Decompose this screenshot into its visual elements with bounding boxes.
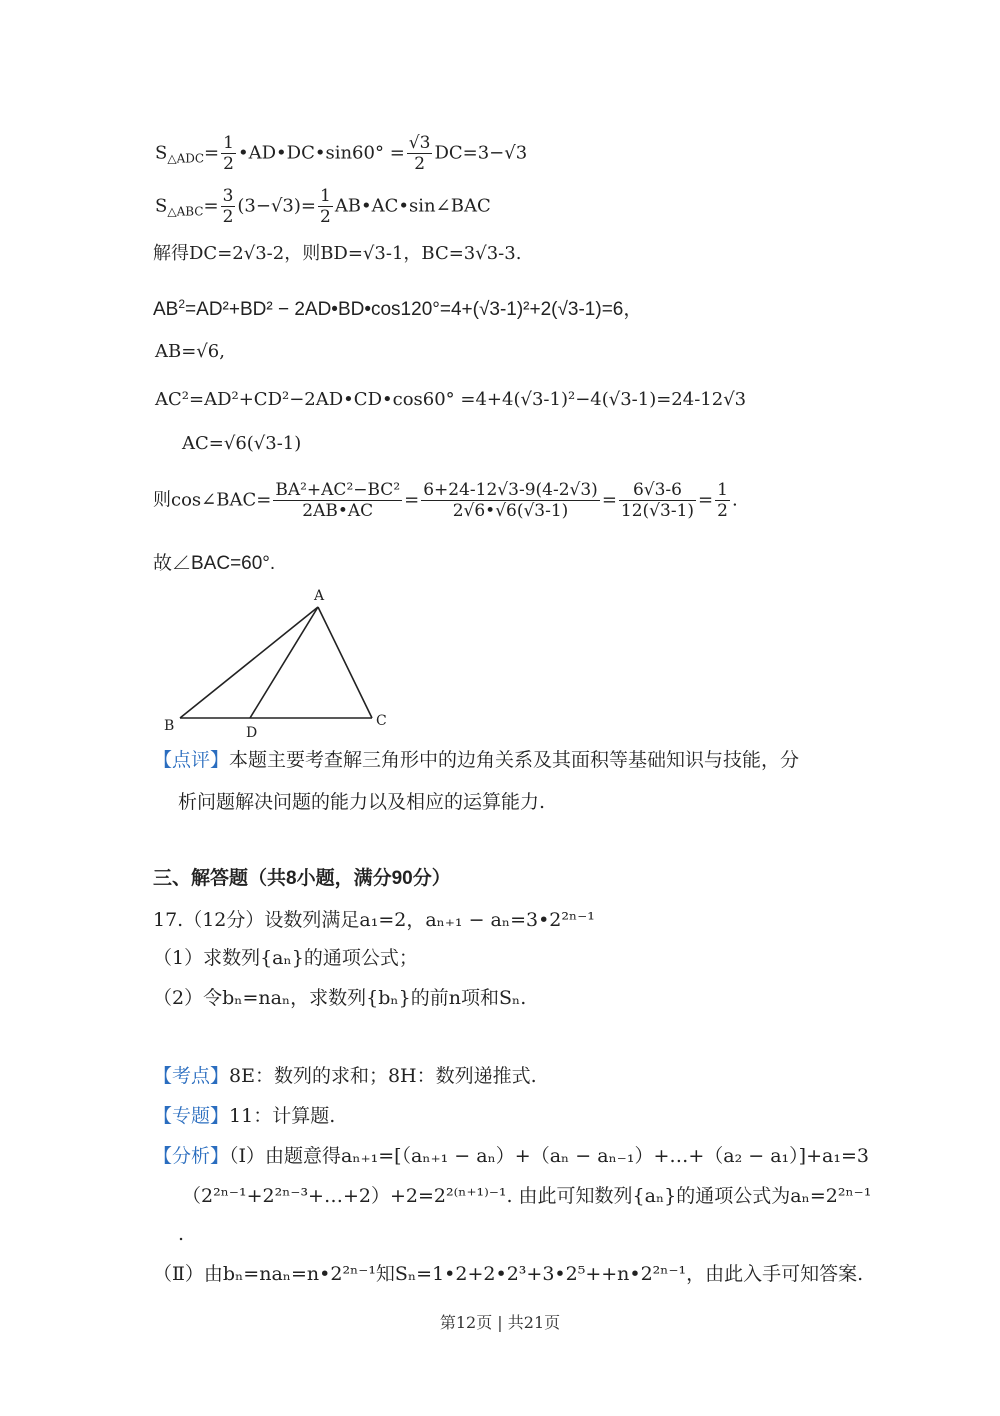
problem-17-part-2: （2）令bₙ=naₙ，求数列{bₙ}的前n项和Sₙ. xyxy=(153,987,527,1009)
fenxi-line-1: 【分析】（Ⅰ）由题意得aₙ₊₁=[（aₙ₊₁ − aₙ）+（aₙ − aₙ₋₁）+…+（a₂ − a₁）]+a₁=3 xyxy=(153,1145,869,1167)
segment-ad xyxy=(250,607,318,718)
ac-value-line: AC=√6(√3-1) xyxy=(182,433,302,454)
ac-squared-line: AC²=AD²+CD²−2AD•CD•cos60° =4+4(√3-1)²−4(√3-1)=24-12√3 xyxy=(155,389,747,410)
section-title: 三、解答题（共8小题，满分90分） xyxy=(153,868,451,889)
zhuanti-line: 【专题】11：计算题. xyxy=(153,1105,336,1127)
kaodian-tag: 【考点】 xyxy=(153,1065,230,1087)
s-adc-formula: $S_{\triangle ADC}=$ $\frac{1}{2}$ •AD•DC•sin60° = $\frac{√3}{2}$ DC=3−√3 xyxy=(155,133,528,174)
solve-dc-line: 解得DC=2√3-2，则BD=√3-1，BC=3√3-3. xyxy=(153,243,522,264)
triangle-figure xyxy=(150,580,410,745)
side-ab xyxy=(180,607,318,718)
ab-value-line: AB=√6, xyxy=(155,341,225,362)
problem-17-stem: 17.（12分）设数列满足a₁=2，aₙ₊₁ − aₙ=3•2²ⁿ⁻¹ xyxy=(153,909,595,931)
zhuanti-tag: 【专题】 xyxy=(153,1105,230,1127)
fenxi-line-4: （Ⅱ）由bₙ=naₙ=n•2²ⁿ⁻¹知Sₙ=1•2+2•2³+3•2⁵++n•2²ⁿ⁻¹，由此入手可知答案. xyxy=(153,1263,864,1285)
fenxi-tag: 【分析】 xyxy=(153,1145,230,1167)
vertex-label-b: B xyxy=(164,718,175,734)
vertex-label-a: A xyxy=(314,588,325,604)
s-abc-formula: $S_{\triangle ABC}=$ $\frac{3}{2}$ (3−√3)= $\frac{1}{2}$ AB•AC•sin∠BAC xyxy=(155,186,491,227)
comment-line-1: 【点评】本题主要考查解三角形中的边角关系及其面积等基础知识与技能，分 xyxy=(153,749,800,771)
page-footer: 第12页 | 共21页 xyxy=(439,1313,561,1332)
comment-line-2: 析问题解决问题的能力以及相应的运算能力. xyxy=(178,791,546,813)
kaodian-line: 【考点】8E：数列的求和；8H：数列递推式. xyxy=(153,1065,537,1087)
comment-tag: 【点评】 xyxy=(153,749,230,771)
cos-bac-formula: 则cos∠BAC= $\frac{\text{BA²+AC²−BC²}}{2AB•AC}$ = $\frac{6+24-12√3-9(4-2√3)}{2√6•√6(√3-1)}$ = $\frac{6√3-6}{12(√3-1)}$ = $\frac{1}{2}$ . xyxy=(153,480,738,521)
problem-17-part-1: （1）求数列{aₙ}的通项公式； xyxy=(153,947,418,969)
side-ac xyxy=(318,607,372,718)
ab-squared-line: $AB^2=AD^2+BD^2$ − 2AD•BD•cos120°=4+(√3-1)²+2(√3-1)=6， xyxy=(153,297,643,320)
conclusion-line: 故∠BAC=60°. xyxy=(153,553,276,574)
fenxi-line-3: . xyxy=(178,1223,185,1245)
fenxi-line-2: （2²ⁿ⁻¹+2²ⁿ⁻³+…+2）+2=2²⁽ⁿ⁺¹⁾⁻¹. 由此可知数列{aₙ}的通项公式为aₙ=2²ⁿ⁻¹ xyxy=(182,1185,872,1207)
vertex-label-c: C xyxy=(376,713,387,729)
point-label-d: D xyxy=(246,725,258,741)
